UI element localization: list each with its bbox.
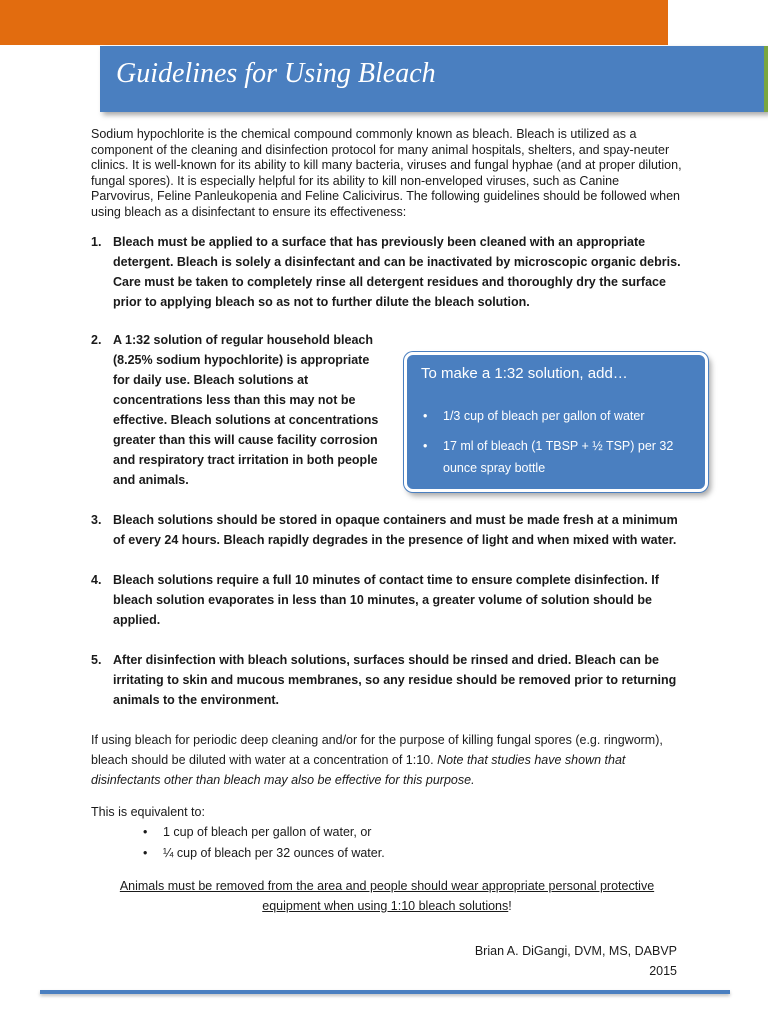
guideline-number: 1. [91, 235, 102, 249]
callout-item [421, 405, 703, 427]
guideline-text: After disinfection with bleach solutions, surfaces should be rinsed and dried. Bleach can be irritating to skin and mucous membranes, so any residue should be removed prior to returning animals to the environment. [113, 653, 677, 707]
document-body [91, 127, 683, 916]
publication-year: 2015 [649, 964, 677, 978]
bullet-icon: • [143, 846, 148, 860]
guideline-item [91, 570, 683, 630]
deep-cleaning-paragraph [91, 730, 683, 790]
equivalent-list [91, 822, 683, 864]
author-name: Brian A. DiGangi, DVM, MS, DABVP [474, 944, 677, 958]
guideline-item [91, 232, 683, 312]
equivalent-text: ¼ cup of bleach per 32 ounces of water. [163, 846, 385, 860]
bullet-icon: • [143, 825, 148, 839]
footer-divider [40, 990, 730, 994]
bullet-icon: • [423, 439, 428, 453]
guideline-text: Bleach solutions require a full 10 minutes of contact time to ensure complete disinfection. If bleach solution evaporates in less than 10 minutes, a greater volume of solution should be applied. [113, 573, 659, 627]
safety-warning-end: ! [508, 899, 512, 913]
equivalent-item [141, 822, 683, 843]
guideline-text: A 1:32 solution of regular household bleach (8.25% sodium hypochlorite) is appropriate for daily use. Bleach solutions at concentrations less than this may not be effective. Bleach solutions at concentrations greater than this will cause facility corrosion and respiratory tract irritation in both people and animals. [113, 333, 379, 487]
callout-list [421, 405, 703, 479]
guideline-number: 5. [91, 653, 102, 667]
safety-warning [91, 876, 683, 916]
author-signature [475, 941, 677, 981]
deep-cleaning-text: If using bleach for periodic deep cleaning and/or for the purpose of killing fungal spores (e.g. ringworm), bleach should be diluted with water at a concentration of 1:10. [91, 733, 663, 767]
callout-item [421, 435, 703, 479]
callout-text: 17 ml of bleach (1 TBSP + ½ TSP) per 32 ounce spray bottle [443, 439, 674, 475]
equivalent-item [141, 843, 683, 864]
guideline-item [91, 650, 683, 710]
guideline-item [91, 330, 381, 490]
callout-title: To make a 1:32 solution, add… [421, 365, 628, 382]
callout-text: 1/3 cup of bleach per gallon of water [443, 409, 645, 423]
orange-header-bar [0, 0, 668, 45]
guideline-item [91, 510, 683, 550]
equivalent-lead: This is equivalent to: [91, 805, 205, 819]
safety-warning-text: Animals must be removed from the area and people should wear appropriate personal protective equipment when using 1:10 bleach solutions [119, 879, 655, 913]
title-banner [100, 46, 768, 112]
solution-callout-box [404, 352, 708, 492]
guideline-number: 2. [91, 333, 102, 347]
guideline-text: Bleach solutions should be stored in opaque containers and must be made fresh at a minimum of every 24 hours. Bleach rapidly degrades in the presence of light and when mixed with water. [113, 513, 678, 547]
bullet-icon: • [423, 409, 428, 423]
deep-cleaning-note: Note that studies have shown that disinfectants other than bleach may also be effective for this purpose. [91, 753, 626, 787]
guideline-number: 3. [91, 513, 102, 527]
guideline-number: 4. [91, 573, 102, 587]
page-title: Guidelines for Using Bleach [116, 58, 436, 89]
intro-paragraph: Sodium hypochlorite is the chemical compound commonly known as bleach. Bleach is utilized as a component of the cleaning and disinfection protocol for many animal hospitals, shelters, and spay-neuter clinics. It is well-known for its ability to kill many bacteria, viruses and fungal hyphae (and at proper dilution, fungal spores). It is especially helpful for its ability to kill non-enveloped viruses, such as Canine Parvovirus, Feline Panleukopenia and Feline Calicivirus. The following guidelines should be followed when using bleach as a disinfectant to ensure its effectiveness: [91, 127, 682, 219]
equivalent-text: 1 cup of bleach per gallon of water, or [163, 825, 372, 839]
guideline-text: Bleach must be applied to a surface that has previously been cleaned with an appropriate detergent. Bleach is solely a disinfectant and can be inactivated by microscopic organic debris. Care must be taken to completely rinse all detergent residues and thoroughly dry the surface prior to applying bleach so as not to further dilute the bleach solution. [113, 235, 681, 309]
